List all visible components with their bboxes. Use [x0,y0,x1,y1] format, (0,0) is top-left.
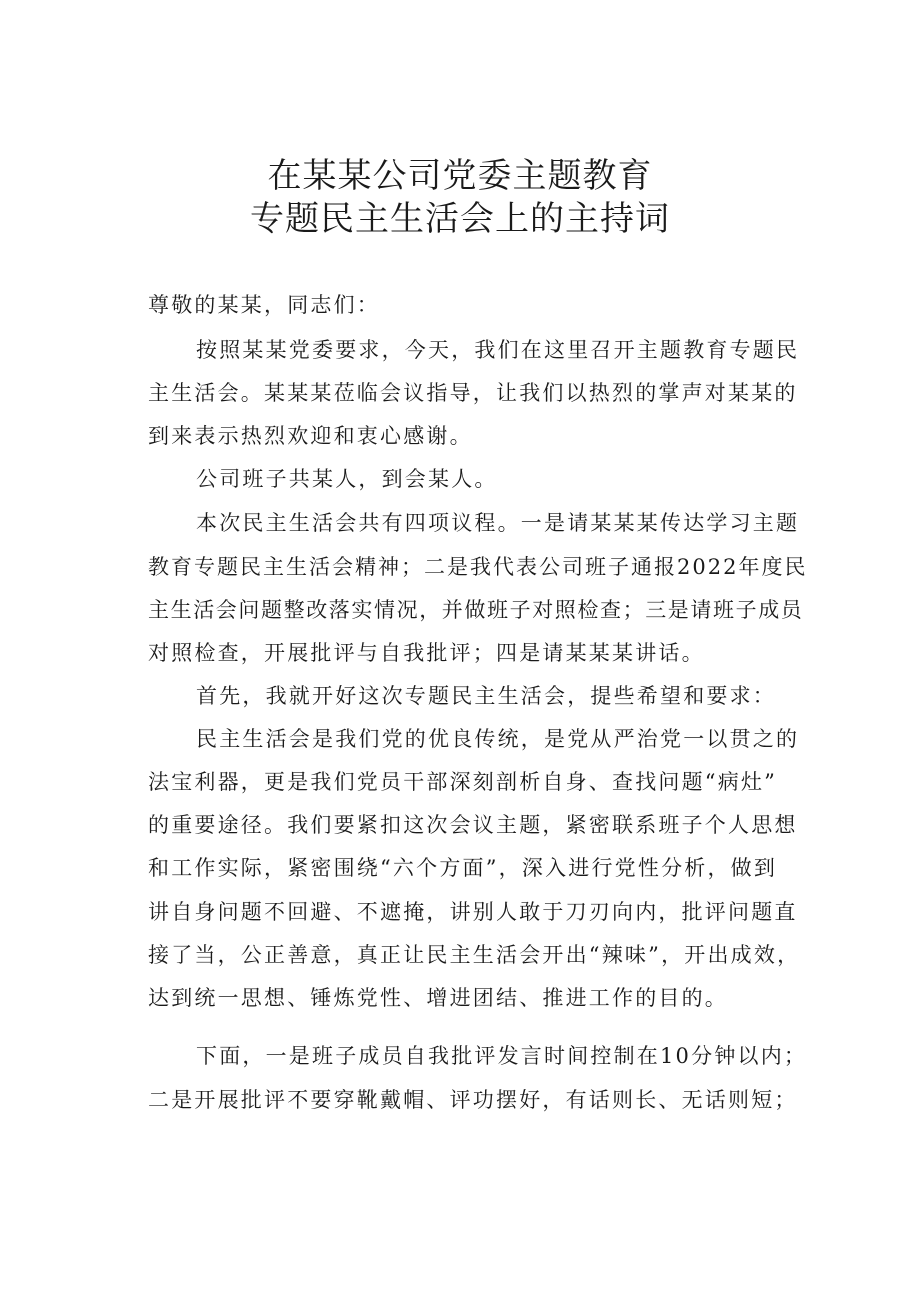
paragraph-line: 达到统一思想、锤炼党性、增进团结、推进工作的目的。 [148,986,728,1010]
paragraph-line: 公司班子共某人，到会某人。 [196,467,498,491]
paragraph-line: 的重要途径。我们要紧扣这次会议主题，紧密联系班子个人思想 [148,813,798,837]
paragraph-line: 教育专题民主生活会精神；二是我代表公司班子通报2022年度民 [148,555,808,579]
document-title-line-1: 在某某公司党委主题教育 [267,156,653,196]
paragraph-line: 讲自身问题不回避、不遮掩，讲别人敢于刀刃向内，批评问题直 [148,900,798,924]
paragraph-line: 法宝利器，更是我们党员干部深刻剖析自身、查找问题“病灶” [148,770,778,794]
paragraph-line: 到来表示热烈欢迎和衷心感谢。 [148,424,473,448]
paragraph-line: 主生活会问题整改落实情况，并做班子对照检查；三是请班子成员 [148,598,804,622]
document-title-line-2: 专题民主生活会上的主持词 [250,199,670,239]
paragraph-line: 对照检查，开展批评与自我批评；四是请某某某讲话。 [148,641,705,665]
paragraph-line: 首先，我就开好这次专题民主生活会，提些希望和要求： [196,684,776,708]
paragraph-line: 接了当，公正善意，真正让民主生活会开出“辣味”，开出成效， [148,943,801,967]
paragraph-line: 本次民主生活会共有四项议程。一是请某某某传达学习主题 [196,511,800,535]
paragraph-line: 民主生活会是我们党的优良传统，是党从严治党一以贯之的 [196,727,800,751]
paragraph-line: 下面，一是班子成员自我批评发言时间控制在10分钟以内； [196,1044,808,1068]
paragraph-line: 二是开展批评不要穿靴戴帽、评功摆好，有话则长、无话则短； [148,1088,798,1112]
paragraph-line: 主生活会。某某某莅临会议指导，让我们以热烈的掌声对某某的 [148,381,798,405]
salutation: 尊敬的某某，同志们： [148,293,380,317]
paragraph-line: 和工作实际，紧密围绕“六个方面”，深入进行党性分析，做到 [148,856,778,880]
paragraph-line: 按照某某党委要求，今天，我们在这里召开主题教育专题民 [196,338,800,362]
